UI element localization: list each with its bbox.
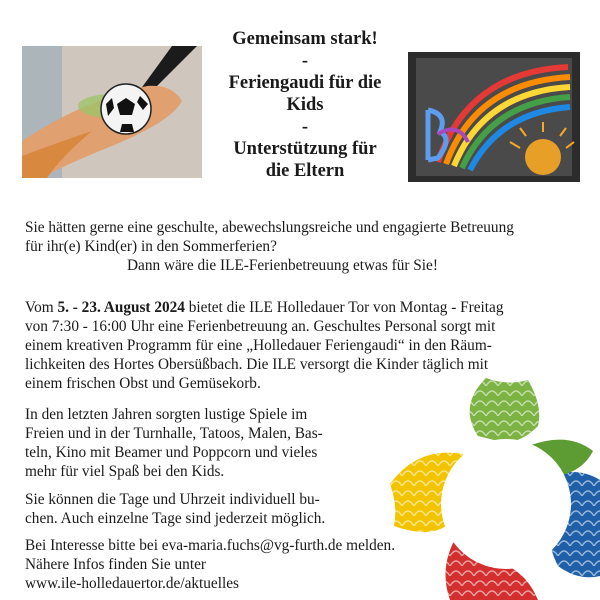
contact-line: Nähere Infos finden Sie unter xyxy=(25,556,206,573)
headline-dash: - xyxy=(301,117,309,137)
contact-line: Bei Interesse bitte bei eva-maria.fuchs@vg-furth.de melden. xyxy=(25,537,396,554)
contact-paragraph xyxy=(25,536,395,593)
booking-paragraph xyxy=(25,490,325,528)
chalk-drawing-illustration xyxy=(408,52,580,182)
soccer-paint-illustration xyxy=(22,46,202,178)
headline-line: Feriengaudi für die xyxy=(228,73,382,93)
activities-line: In den letzten Jahren sorgten lustige Spiele im xyxy=(25,406,308,423)
headline-line: Kids xyxy=(286,95,324,115)
photo-soccer-face-paint xyxy=(22,46,202,178)
main-prefix: Vom xyxy=(25,299,58,316)
intro-line: Sie hätten gerne eine geschulte, abewechslungsreiche und engagierte Betreuung xyxy=(25,219,514,236)
headline-line: Gemeinsam stark! xyxy=(232,29,378,49)
main-line: lichkeiten des Hortes Obersüßbach. Die ILE versorgt die Kinder täglich mit xyxy=(25,356,489,373)
booking-line: Sie können die Tage und Uhrzeit individuell bu- xyxy=(25,491,320,508)
main-line xyxy=(25,298,503,317)
main-line: von 7:30 - 16:00 Uhr eine Ferienbetreuung an. Geschultes Personal sorgt mit xyxy=(25,318,496,335)
main-line-rest: bietet die ILE Holledauer Tor von Montag - Freitag xyxy=(184,299,504,316)
intro-paragraph xyxy=(25,218,514,275)
activities-line: teln, Kino mit Beamer und Poppcorn und vieles xyxy=(25,444,318,461)
website-link[interactable]: www.ile-holledauertor.de/aktuelles xyxy=(25,575,239,592)
booking-line: chen. Auch einzelne Tage sind jederzeit möglich. xyxy=(25,510,326,527)
date-range: 5. - 23. August 2024 xyxy=(57,299,185,316)
intro-line-centered: Dann wäre die ILE-Ferienbetreuung etwas für Sie! xyxy=(127,257,438,274)
activities-line: Freien und in der Turnhalle, Tatoos, Malen, Bas- xyxy=(25,425,323,442)
headline-line: Unterstützung für xyxy=(233,139,377,159)
activities-line: mehr für viel Spaß bei den Kids. xyxy=(25,463,225,480)
headline xyxy=(210,28,400,182)
photo-chalk-drawing xyxy=(408,52,580,182)
headline-line: die Eltern xyxy=(265,161,345,181)
main-line: einem frischen Obst und Gemüsekorb. xyxy=(25,375,261,392)
flower-logo-icon xyxy=(378,376,600,600)
main-line: einem kreativen Programm für eine „Holledauer Feriengaudi“ in den Räum- xyxy=(25,337,492,354)
activities-paragraph xyxy=(25,405,323,481)
intro-line: für ihr(e) Kind(er) in den Sommerferien? xyxy=(25,238,277,255)
headline-dash: - xyxy=(301,51,309,71)
